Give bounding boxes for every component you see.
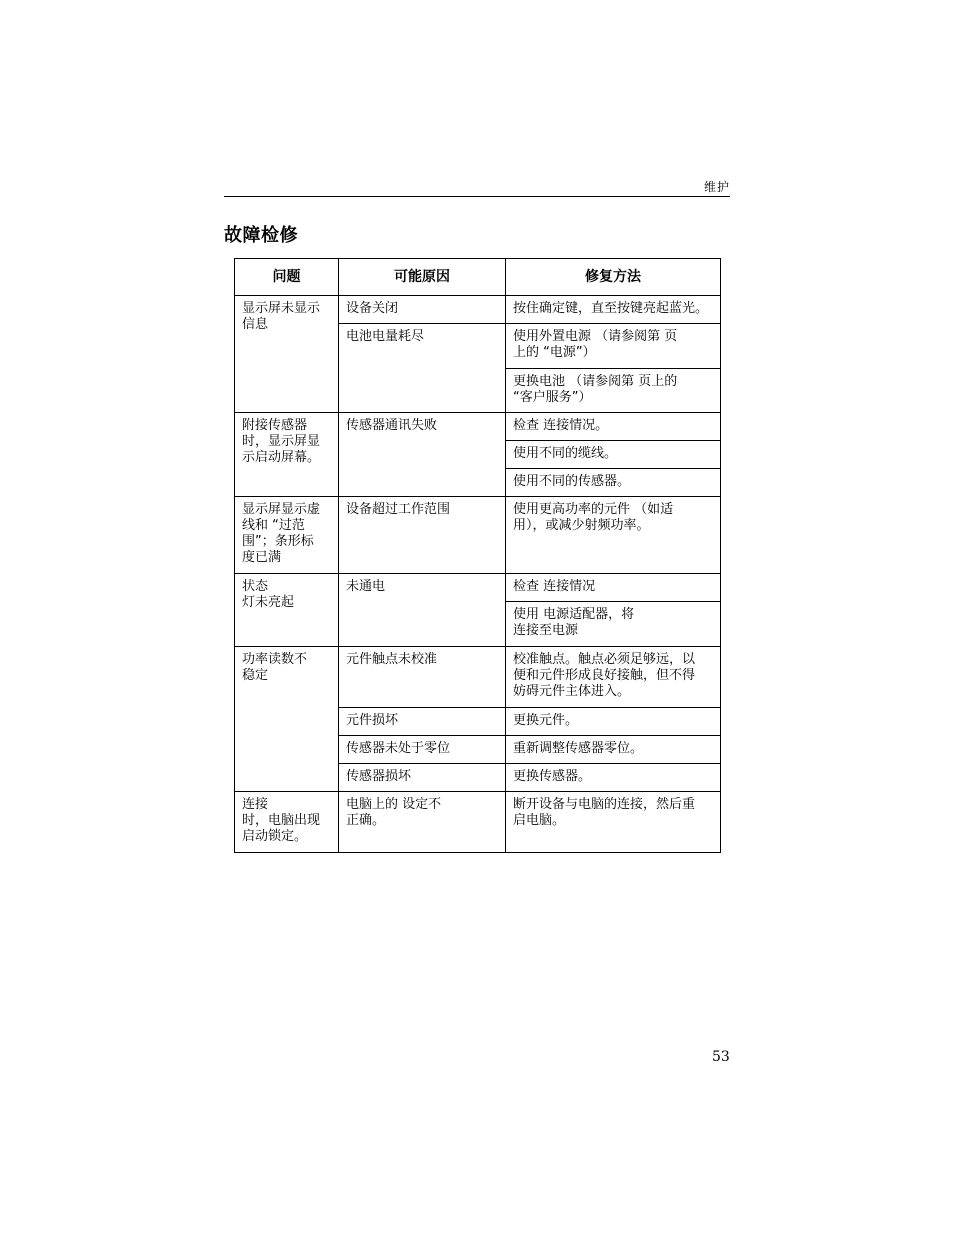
table-row <box>235 413 721 441</box>
fix-cell: 重新调整传感器零位。 <box>506 736 721 764</box>
table-header-row <box>235 259 721 296</box>
cause-cell: 电池电量耗尽 <box>339 324 506 413</box>
fix-cell: 更换传感器。 <box>506 764 721 792</box>
running-header: 维护 <box>704 180 731 194</box>
fix-cell: 检查 连接情况。 <box>506 413 721 441</box>
header-problem: 问题 <box>235 259 339 296</box>
table-row <box>235 497 721 574</box>
problem-cell: 功率读数不 稳定 <box>235 647 339 792</box>
fix-cell: 按住确定键，直至按键亮起蓝光。 <box>506 296 721 324</box>
header-rule <box>224 196 730 197</box>
table-row <box>235 574 721 602</box>
header-cause: 可能原因 <box>339 259 506 296</box>
fix-cell: 使用外置电源 （请参阅第 页 上的 “电源”） <box>506 324 721 369</box>
fix-cell: 使用更高功率的元件 （如适 用），或减少射频功率。 <box>506 497 721 574</box>
table-row <box>235 296 721 324</box>
fix-cell: 检查 连接情况 <box>506 574 721 602</box>
problem-cell: 显示屏显示虚 线和 “过范 围”；条形标 度已满 <box>235 497 339 574</box>
problem-cell: 状态 灯未亮起 <box>235 574 339 647</box>
fix-cell: 使用不同的缆线。 <box>506 441 721 469</box>
fix-cell: 使用 电源适配器，将 连接至电源 <box>506 602 721 647</box>
cause-cell: 电脑上的 设定不 正确。 <box>339 792 506 853</box>
problem-cell: 附接传感器 时，显示屏显 示启动屏幕。 <box>235 413 339 497</box>
cause-cell: 设备超过工作范围 <box>339 497 506 574</box>
fix-cell: 断开设备与电脑的连接，然后重 启电脑。 <box>506 792 721 853</box>
cause-cell: 元件触点未校准 <box>339 647 506 708</box>
page-number: 53 <box>712 1049 730 1065</box>
fix-cell: 使用不同的传感器。 <box>506 469 721 497</box>
header-fix: 修复方法 <box>506 259 721 296</box>
cause-cell: 传感器损坏 <box>339 764 506 792</box>
cause-cell: 传感器未处于零位 <box>339 736 506 764</box>
cause-cell: 传感器通讯失败 <box>339 413 506 497</box>
cause-cell: 元件损坏 <box>339 708 506 736</box>
fix-cell: 更换电池 （请参阅第 页上的 “客户服务”） <box>506 369 721 413</box>
troubleshooting-table <box>234 258 721 853</box>
table-row <box>235 792 721 853</box>
problem-cell: 连接 时，电脑出现 启动锁定。 <box>235 792 339 853</box>
cause-cell: 未通电 <box>339 574 506 647</box>
fix-cell: 校准触点。触点必须足够远，以 便和元件形成良好接触，但不得 妨碍元件主体进入。 <box>506 647 721 708</box>
table-row <box>235 647 721 708</box>
cause-cell: 设备关闭 <box>339 296 506 324</box>
fix-cell: 更换元件。 <box>506 708 721 736</box>
page-title: 故障检修 <box>224 225 298 246</box>
problem-cell: 显示屏未显示 信息 <box>235 296 339 413</box>
